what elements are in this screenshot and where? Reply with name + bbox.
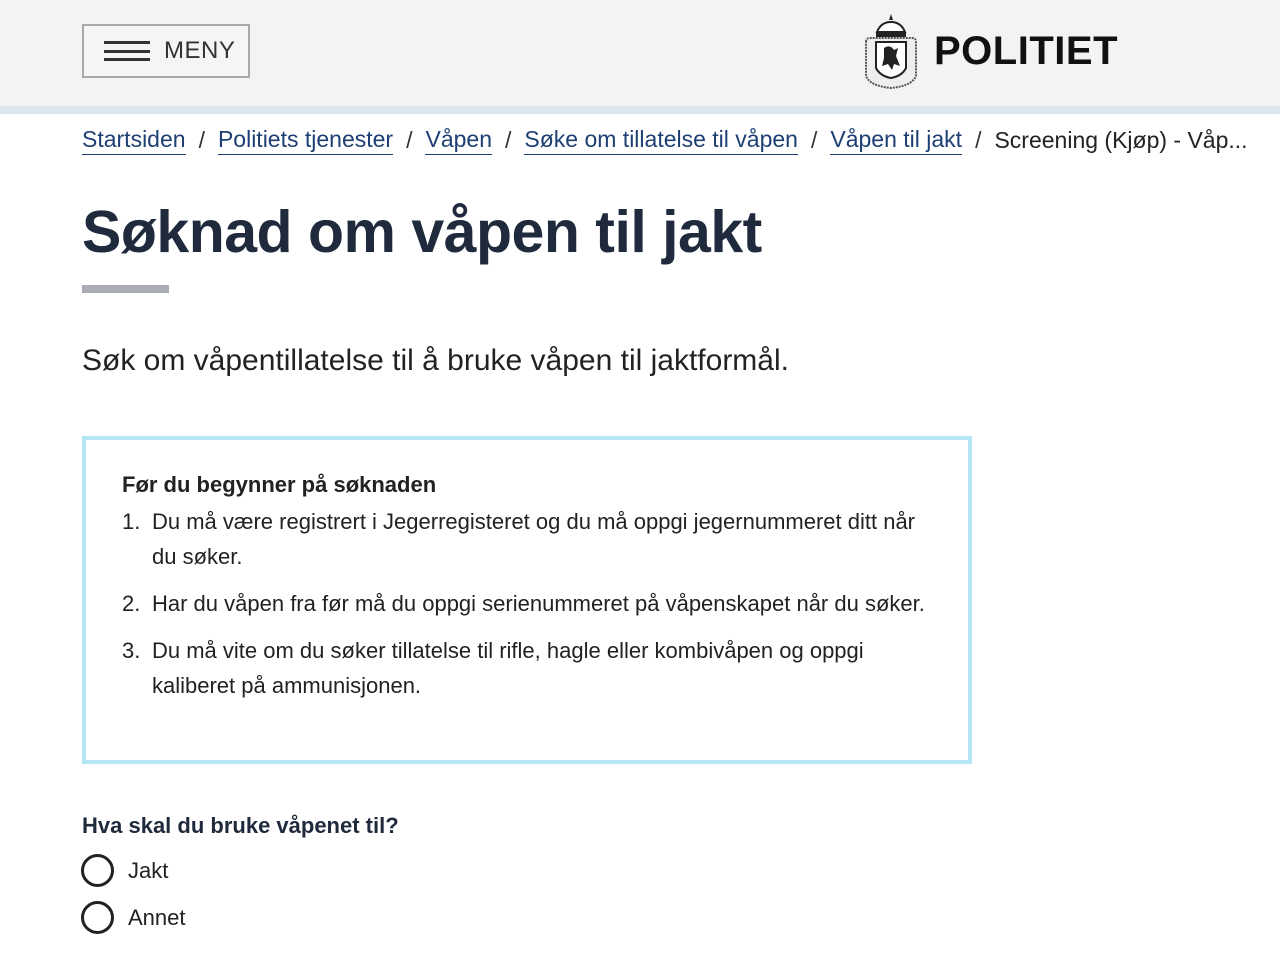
radio-circle-icon[interactable]: [81, 854, 114, 887]
radio-label[interactable]: Jakt: [128, 857, 169, 883]
radio-label[interactable]: Annet: [128, 904, 186, 930]
question-label: Hva skal du bruke våpenet til?: [82, 813, 399, 838]
list-number: 2.: [122, 591, 141, 616]
list-number: 1.: [122, 509, 141, 534]
page-title: Søknad om våpen til jakt: [82, 199, 762, 265]
breadcrumb-separator: /: [810, 127, 818, 153]
site-header: [0, 0, 1280, 106]
breadcrumb-current: Screening (Kjøp) - Våp...: [994, 127, 1248, 153]
breadcrumb-separator: /: [975, 127, 982, 153]
list-item: [122, 586, 932, 621]
menu-label: MENY: [164, 37, 236, 64]
header-divider: [0, 106, 1280, 114]
title-underline: [82, 285, 169, 293]
page-lead: Søk om våpentillatelse til å bruke våpen til jaktformål.: [82, 344, 789, 377]
breadcrumb-separator: /: [406, 127, 413, 153]
breadcrumb-politiets-tjenester[interactable]: Politiets tjenester: [218, 126, 393, 155]
radio-jakt[interactable]: [81, 854, 168, 887]
list-item: [122, 504, 932, 574]
breadcrumb-startsiden[interactable]: Startsiden: [82, 126, 186, 155]
radio-circle-icon[interactable]: [81, 901, 114, 934]
breadcrumb-vapen-til-jakt[interactable]: Våpen til jakt: [830, 126, 962, 155]
breadcrumb-soke-om-tillatelse[interactable]: Søke om tillatelse til våpen: [524, 126, 798, 155]
coat-of-arms-icon: [860, 12, 922, 90]
politiet-logo[interactable]: [860, 12, 1118, 90]
list-number: 3.: [122, 638, 141, 663]
list-text: Du må være registrert i Jegerregisteret og du må oppgi jegernummeret ditt når du søker.: [152, 509, 916, 569]
hamburger-icon: [104, 41, 150, 61]
breadcrumb-vapen[interactable]: Våpen: [425, 126, 492, 155]
menu-button[interactable]: [82, 24, 250, 78]
logo-text: POLITIET: [934, 28, 1118, 73]
list-item: [122, 633, 932, 703]
info-box: [82, 436, 972, 764]
list-text: Har du våpen fra før må du oppgi serienummeret på våpenskapet når du søker.: [152, 591, 925, 616]
radio-annet[interactable]: [81, 901, 186, 934]
breadcrumb-separator: /: [198, 127, 205, 153]
info-list: [122, 504, 932, 715]
breadcrumb-separator: /: [505, 127, 512, 153]
list-text: Du må vite om du søker tillatelse til rifle, hagle eller kombivåpen og oppgi kaliberet på ammunisjonen.: [152, 638, 864, 698]
breadcrumb: [82, 126, 1248, 155]
info-heading: Før du begynner på søknaden: [122, 472, 437, 497]
